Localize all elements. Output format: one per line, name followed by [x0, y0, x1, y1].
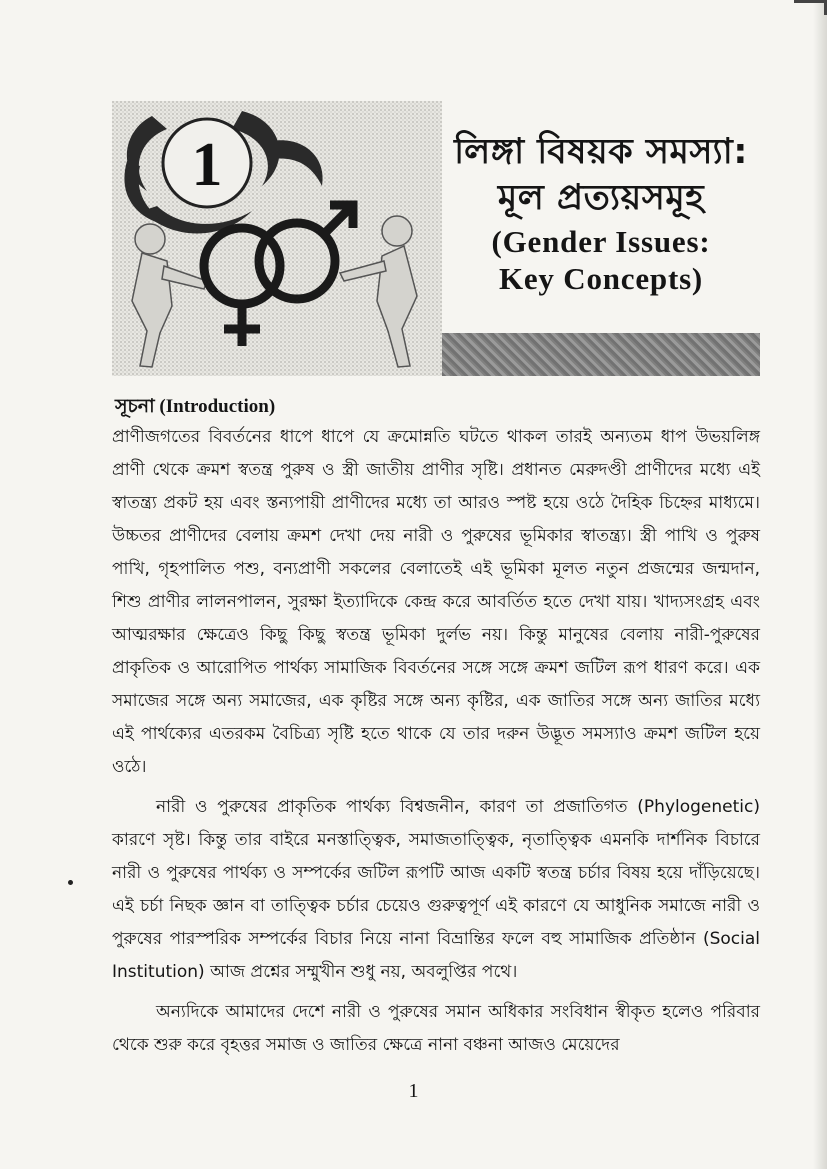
chapter-title-en-line2: Key Concepts) [498, 261, 704, 296]
chapter-illustration [112, 101, 442, 376]
chapter-title-bn-line2: মূল প্রত্যয়সমূহ [497, 178, 705, 218]
chapter-title-en-line1: (Gender Issues: [491, 224, 711, 259]
paragraph-2: নারী ও পুরুষের প্রাকৃতিক পার্থক্য বিশ্বজনীন, কারণ তা প্রজাতিগত (Phylogenetic) কারণে সৃষ্ট। কিন্তু তার বাইরে মনস্তাত্ত্বিক, সমাজতাত্ত্বিক, নৃতাত্ত্বিক এমনকি দার্শনিক বিচারে নারী ও পুরুষের পার্থক্য ও সম্পর্কের জটিল রূপটি আজ একটি স্বতন্ত্র চর্চার বিষয় হয়ে দাঁড়িয়েছে। এই চর্চা নিছক জ্ঞান বা তাত্ত্বিক চর্চার চেয়েও গুরুত্বপূর্ণ এই কারণে যে আধুনিক সমাজে নারী ও পুরুষের পারস্পরিক সম্পর্কের বিচার নিয়ে নানা বিভ্রান্তির ফলে বহু সামাজিক প্রতিষ্ঠান (Social Institution) আজ প্রশ্নের সম্মুখীন শুধু নয়, অবলুপ্তির পথে। [112, 797, 760, 982]
scan-speck [68, 880, 73, 885]
chapter-header [112, 101, 760, 376]
chapter-body [112, 393, 760, 1062]
section-heading: সূচনা (Introduction) [115, 396, 276, 417]
chapter-title-block [442, 101, 760, 331]
chapter-number: 1 [191, 131, 223, 199]
chapter-title-bn-line1: লিঙ্গা বিষয়ক সমস্যা: [454, 132, 748, 172]
title-decorative-band [442, 333, 760, 376]
gender-symbols-illustration [112, 101, 442, 376]
paragraph-1: প্রাণীজগতের বিবর্তনের ধাপে ধাপে যে ক্রমোন্নতি ঘটতে থাকল তারই অন্যতম ধাপ উভয়লিঙ্গ প্রাণী থেকে ক্রমশ স্বতন্ত্র পুরুষ ও স্ত্রী জাতীয় প্রাণীর সৃষ্টি। প্রধানত মেরুদণ্ডী প্রাণীদের মধ্যে এই স্বাতন্ত্র্য প্রকট হয় এবং স্তন্যপায়ী প্রাণীদের মধ্যে তা আরও স্পষ্ট হয়ে ওঠে দৈহিক চিহ্নের মাধ্যমে। উচ্চতর প্রাণীদের বেলায় ক্রমশ দেখা দেয় নারী ও পুরুষের ভূমিকার স্বাতন্ত্র্য। স্ত্রী পাখি ও পুরুষ পাখি, গৃহপালিত পশু, বন্যপ্রাণী সকলের বেলাতেই এই ভূমিকা মূলত নতুন প্রজন্মের জন্মদান, শিশু প্রাণীর লালনপালন, সুরক্ষা ইত্যাদিকে কেন্দ্র করে আবর্তিত হতে দেখা যায়। খাদ্যসংগ্রহ এবং আত্মরক্ষার ক্ষেত্রেও কিছু কিছু স্বতন্ত্র ভূমিকা দুর্লভ নয়। কিন্তু মানুষের বেলায় নারী-পুরুষের প্রাকৃতিক ও আরোপিত পার্থক্য সামাজিক বিবর্তনের সঙ্গে সঙ্গে ক্রমশ জটিল রূপ ধারণ করে। এক সমাজের সঙ্গে অন্য সমাজের, এক কৃষ্টির সঙ্গে অন্য কৃষ্টির, এক জাতির সঙ্গে অন্য জাতির মধ্যে এই পার্থক্যের এতরকম বৈচিত্র্য সৃষ্টি হতে থাকে যে তার দরুন উদ্ভূত সমস্যাও ক্রমশ জটিল হয়ে ওঠে। [112, 427, 760, 777]
page-corner-mark [794, 0, 827, 15]
page-number: 1 [408, 1080, 419, 1102]
paragraph-3: অন্যদিকে আমাদের দেশে নারী ও পুরুষের সমান অধিকার সংবিধান স্বীকৃত হলেও পরিবার থেকে শুরু করে বৃহত্তর সমাজ ও জাতির ক্ষেত্রে নানা বঞ্চনা আজও মেয়েদের [112, 1002, 760, 1055]
page-edge-shadow [813, 0, 827, 1169]
